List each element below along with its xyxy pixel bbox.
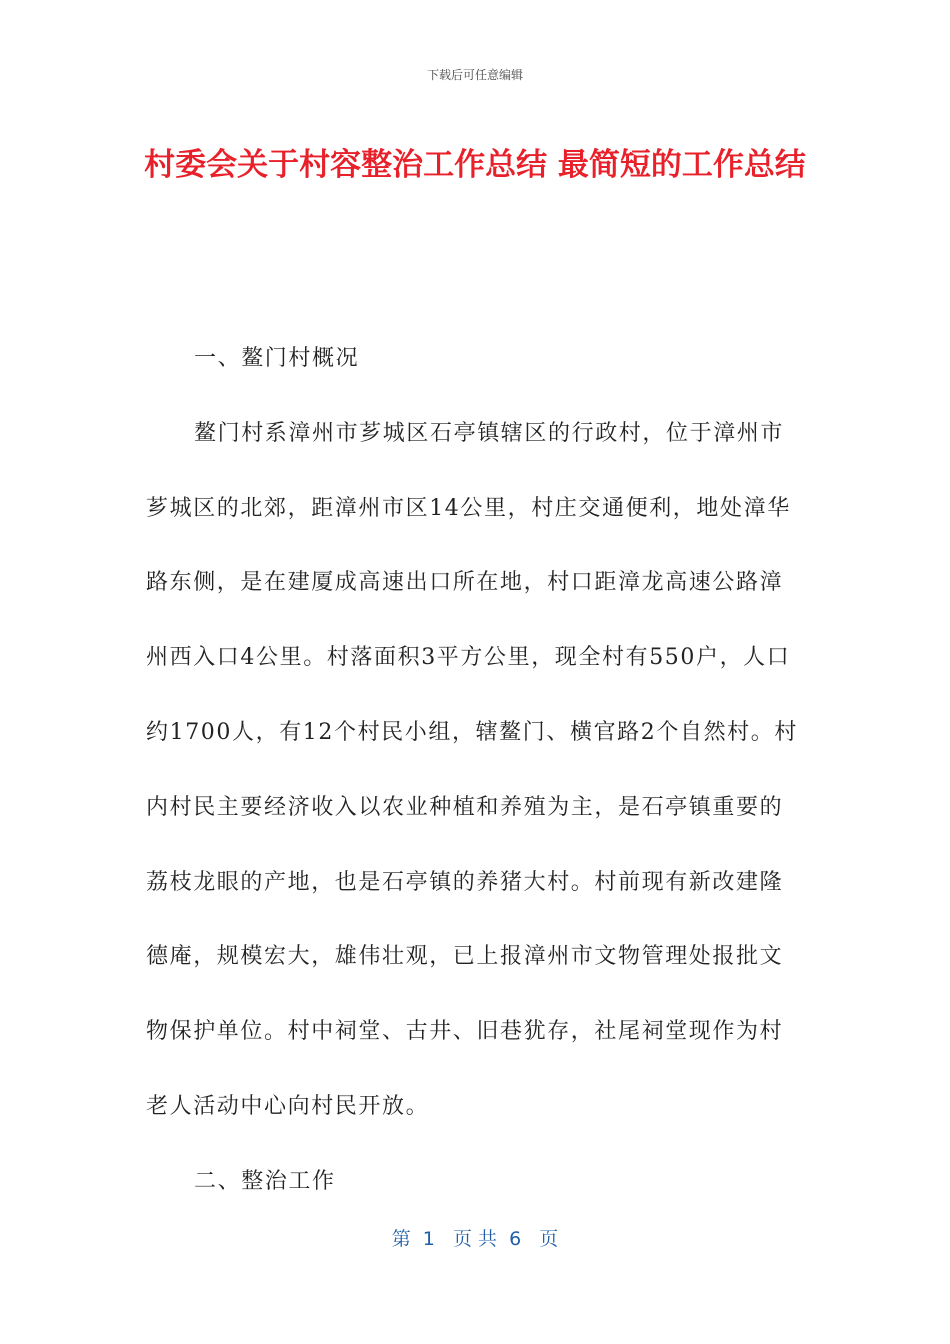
section-heading-renovation: 二、整治工作 xyxy=(194,1168,336,1194)
page-footer: 第 1 页 共 6 页 xyxy=(391,1228,559,1250)
document-title: 村委会关于村容整治工作总结 最简短的工作总结 xyxy=(144,147,806,183)
header-note: 下载后可任意编辑 xyxy=(426,68,523,82)
document-body xyxy=(146,322,806,1220)
section-heading-overview: 一、鳌门村概况 xyxy=(194,346,360,371)
overview-paragraph: 鳌门村系漳州市芗城区石亭镇辖区的行政村，位于漳州市芗城区的北郊，距漳州市区14公里，村庄交通便利，地处漳华路东侧，是在建厦成高速出口所在地，村口距漳龙高速公路漳州西入口4公里。村落面积3平方公里，现全村有550户，人口约1700人，有12个村民小组，辖鳌门、横官路2个自然村。村内村民主要经济收入以农业种植和养殖为主，是石亭镇重要的荔枝龙眼的产地，也是石亭镇的养猪大村。村前现有新改建隆德庵，规模宏大，雄伟壮观，已上报漳州市文物管理处报批文物保护单位。村中祠堂、古井、旧巷犹存，社尾祠堂现作为村老人活动中心向村民开放。 xyxy=(146,420,798,1119)
